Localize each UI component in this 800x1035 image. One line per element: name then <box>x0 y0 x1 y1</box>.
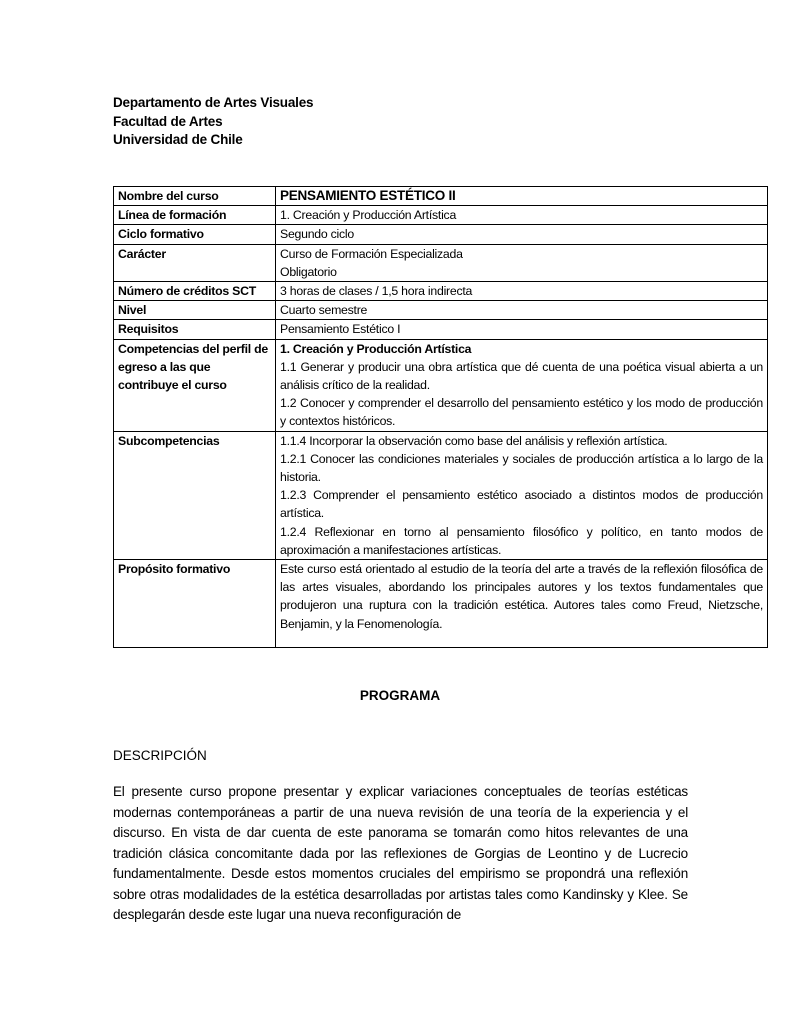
table-row <box>114 320 768 339</box>
table-row <box>114 187 768 206</box>
table-row <box>114 206 768 225</box>
subcompetency-item: 1.2.4 Reflexionar en torno al pensamiento filosófico y político, en tanto modos de aproximación a manifestaciones artísticas. <box>280 524 763 557</box>
table-row <box>114 560 768 648</box>
competency-item: 1.2 Conocer y comprender el desarrollo del pensamiento estético y los modo de producción y contextos históricos. <box>280 396 763 429</box>
institution-header <box>113 94 313 150</box>
row-label: Carácter <box>114 244 276 281</box>
course-info-table <box>113 186 768 648</box>
row-label: Subcompetencias <box>114 431 276 559</box>
table-row <box>114 282 768 301</box>
table-row <box>114 244 768 281</box>
row-label: Competencias del perfil de egreso a las que contribuye el curso <box>114 339 276 431</box>
competency-item: 1.1 Generar y producir una obra artística que dé cuenta de una poética visual abierta a un análisis crítico de la realidad. <box>280 359 763 393</box>
row-label: Requisitos <box>114 320 276 339</box>
row-label: Ciclo formativo <box>114 225 276 244</box>
subcompetency-item: 1.2.1 Conocer las condiciones materiales y sociales de producción artística a lo largo de la historia. <box>280 451 763 485</box>
section-title: PROGRAMA <box>359 688 441 703</box>
description-paragraph: El presente curso propone presentar y explicar variaciones conceptuales de teorías estéticas modernas contemporáneas a partir de una nueva revisión de una teoría de la experiencia y el discurso. En vista de dar cuenta de este panorama se tomarán como hitos relevantes de una tradición clásica concomitante dada por las reflexiones de Gorgias de Leontino y de Lucrecio fundamentalmente. Desde estos momentos cruciales del empirismo se propondrá una reflexión sobre otras modalidades de la estética desarrolladas por artistas tales como Kandinsky y Klee. Se desplegarán desde este lugar una nueva reconfiguración de <box>113 784 688 922</box>
competency-heading: 1. Creación y Producción Artística <box>280 341 472 356</box>
table-row <box>114 339 768 431</box>
row-label: Nombre del curso <box>114 187 276 206</box>
department: Departamento de Artes Visuales <box>113 95 314 110</box>
value-line: Curso de Formación Especializada <box>280 246 463 261</box>
row-value: Este curso está orientado al estudio de la teoría del arte a través de la reflexión filosófica de las artes visuales, abordando los principales autores y los textos fundamentales que produjeron una ruptura con la tradición estética. Autores tales como Freud, Nietzsche, Benjamin, y la Fenomenología. <box>276 560 768 648</box>
row-value <box>276 431 768 559</box>
row-value <box>276 339 768 431</box>
faculty: Facultad de Artes <box>113 113 223 129</box>
row-value: Segundo ciclo <box>276 225 768 244</box>
table-row <box>114 301 768 320</box>
subcompetency-item: 1.1.4 Incorporar la observación como base del análisis y reflexión artística. <box>280 433 668 448</box>
subcompetency-item: 1.2.3 Comprender el pensamiento estético asociado a distintos modos de producción artística. <box>280 488 763 521</box>
row-label: Nivel <box>114 301 276 320</box>
row-value: 3 horas de clases / 1,5 hora indirecta <box>276 282 768 301</box>
university: Universidad de Chile <box>113 132 243 147</box>
row-label: Número de créditos SCT <box>114 282 276 301</box>
row-value: 1. Creación y Producción Artística <box>276 206 768 225</box>
table-row <box>114 225 768 244</box>
value-line: Obligatorio <box>280 264 337 279</box>
row-label: Línea de formación <box>114 206 276 225</box>
course-name: PENSAMIENTO ESTÉTICO II <box>276 187 768 206</box>
row-label: Propósito formativo <box>114 560 276 648</box>
row-value <box>276 244 768 281</box>
table-row <box>114 431 768 559</box>
row-value: Pensamiento Estético I <box>276 320 768 339</box>
row-value: Cuarto semestre <box>276 301 768 320</box>
description-heading: DESCRIPCIÓN <box>113 748 207 763</box>
